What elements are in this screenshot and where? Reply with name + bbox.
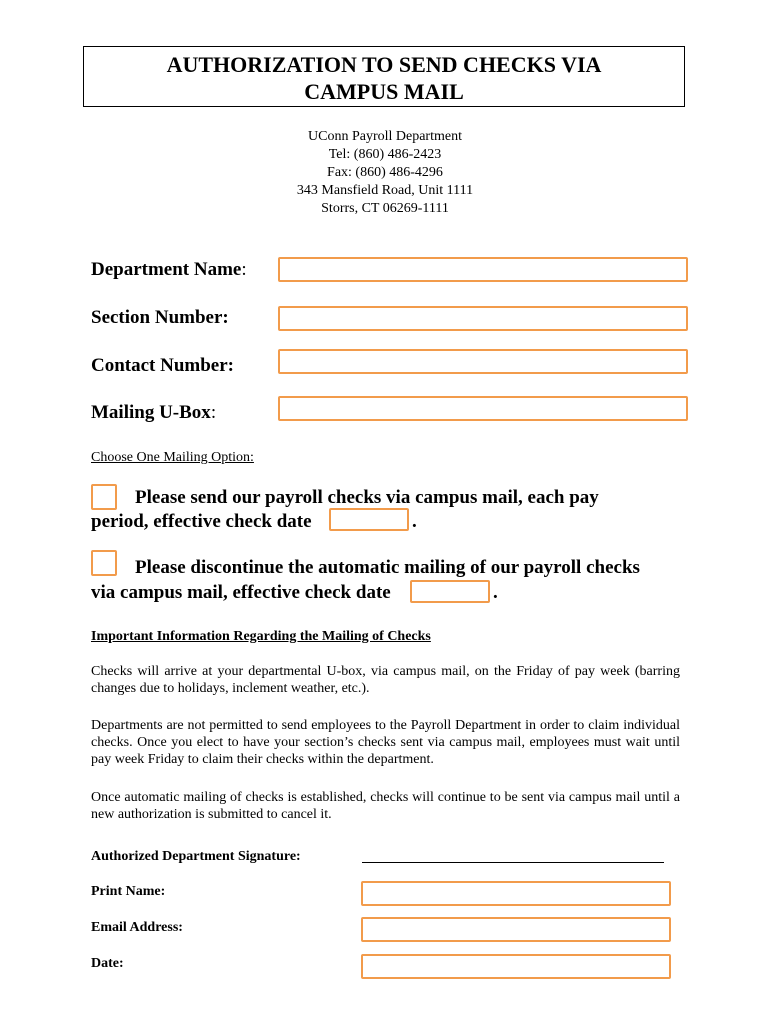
contact-number-label: Contact Number:: [91, 355, 235, 376]
print-name-label: Print Name:: [91, 884, 166, 899]
mailing-ubox-field[interactable]: [278, 396, 688, 421]
section-number-label: Section Number:: [91, 307, 229, 328]
fax-text: Fax: (860) 486-4296: [327, 165, 443, 180]
signature-label: Authorized Department Signature:: [91, 849, 301, 864]
mailing-option-heading: Choose One Mailing Option:: [91, 450, 254, 465]
telephone-text: Tel: (860) 486-2423: [328, 147, 442, 162]
email-address-label: Email Address:: [91, 920, 183, 935]
option2-text-line1: Please discontinue the automatic mailing of our payroll checks: [135, 557, 640, 578]
info-paragraph-2: Departments are not permitted to send employees to the Payroll Department in order to claim individual checks. Once you elect to have your section’s checks sent via campus mail, employees must wait until pay week Friday to claim their checks within the department.: [91, 718, 680, 767]
form-title-line1: AUTHORIZATION TO SEND CHECKS VIA: [166, 52, 602, 77]
option2-text-line2: via campus mail, effective check date: [91, 582, 391, 603]
print-name-field[interactable]: [361, 881, 671, 906]
signature-line[interactable]: [362, 848, 664, 863]
option1-text-line2: period, effective check date: [91, 511, 312, 532]
city-state-zip-text: Storrs, CT 06269-1111: [321, 201, 449, 216]
important-info-heading: Important Information Regarding the Mailing of Checks: [91, 629, 431, 644]
option1-text-line1: Please send our payroll checks via campus mail, each pay: [135, 487, 599, 508]
form-title: [83, 46, 685, 107]
option1-date-field[interactable]: [329, 508, 409, 531]
department-name-label: Department Name:: [91, 259, 247, 280]
option2-period: .: [493, 582, 498, 603]
department-name-text: UConn Payroll Department: [308, 129, 462, 144]
section-number-field[interactable]: [278, 306, 688, 331]
email-address-field[interactable]: [361, 917, 671, 942]
info-paragraph-3: Once automatic mailing of checks is established, checks will continue to be sent via campus mail until a new authorization is submitted to cancel it.: [91, 790, 680, 822]
mailing-ubox-label: Mailing U-Box:: [91, 402, 217, 423]
payroll-address-block: [200, 128, 570, 218]
contact-number-field[interactable]: [278, 349, 688, 374]
form-title-line2: CAMPUS MAIL: [304, 79, 464, 104]
department-name-field[interactable]: [278, 257, 688, 282]
option1-period: .: [412, 511, 417, 532]
street-address-text: 343 Mansfield Road, Unit 1111: [296, 183, 474, 198]
date-field[interactable]: [361, 954, 671, 979]
option2-checkbox[interactable]: [91, 550, 117, 576]
option2-date-field[interactable]: [410, 580, 490, 603]
option1-checkbox[interactable]: [91, 484, 117, 510]
date-label: Date:: [91, 956, 124, 971]
info-paragraph-1: Checks will arrive at your departmental U-box, via campus mail, on the Friday of pay week (barring changes due to holidays, inclement weather, etc.).: [91, 664, 680, 696]
